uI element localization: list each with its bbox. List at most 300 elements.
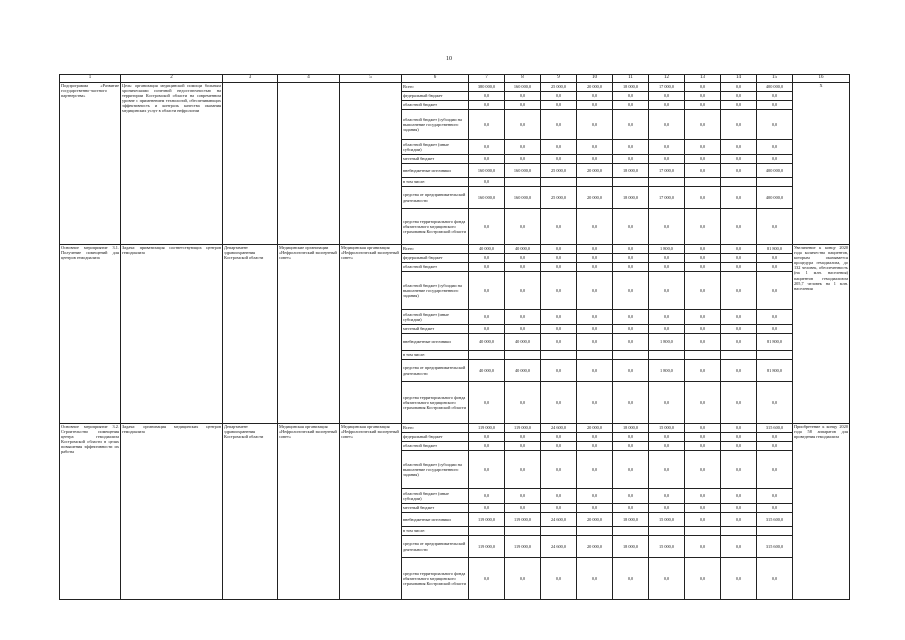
amount-cell: 1 800,0 — [649, 334, 685, 351]
amount-cell: 0,0 — [577, 504, 613, 513]
amount-cell: 0,0 — [541, 325, 577, 334]
funding-source-cell: средства территориального фонда обязательного медицинского страхования Костромской области — [402, 209, 469, 245]
amount-cell — [757, 178, 793, 187]
amount-cell: 0,0 — [721, 110, 757, 140]
amount-cell: 0,0 — [721, 334, 757, 351]
amount-cell: 0,0 — [721, 209, 757, 245]
amount-cell — [613, 178, 649, 187]
amount-cell: 0,0 — [469, 263, 505, 272]
amount-cell: 0,0 — [505, 254, 541, 263]
amount-cell: 160 000,0 — [469, 187, 505, 209]
amount-cell: 0,0 — [757, 101, 793, 110]
amount-cell: 0,0 — [685, 451, 721, 489]
funding-source-cell: внебюджетные источники — [402, 164, 469, 178]
amount-cell: 0,0 — [577, 558, 613, 600]
amount-cell — [469, 527, 505, 536]
amount-cell: 0,0 — [469, 92, 505, 101]
amount-cell: 0,0 — [613, 442, 649, 451]
amount-cell: 0,0 — [757, 209, 793, 245]
amount-cell: 0,0 — [613, 245, 649, 254]
amount-cell: 0,0 — [685, 110, 721, 140]
amount-cell: 119 000,0 — [505, 424, 541, 433]
participant-cell — [278, 83, 340, 245]
header-cell: 11 — [613, 75, 649, 83]
amount-cell: 0,0 — [541, 92, 577, 101]
table-row — [60, 245, 850, 254]
amount-cell — [541, 351, 577, 360]
amount-cell: 0,0 — [649, 325, 685, 334]
amount-cell: 0,0 — [685, 254, 721, 263]
header-cell: 7 — [469, 75, 505, 83]
amount-cell: 0,0 — [685, 92, 721, 101]
amount-cell: 0,0 — [685, 263, 721, 272]
amount-cell: 0,0 — [577, 92, 613, 101]
amount-cell — [577, 351, 613, 360]
funding-source-cell: местный бюджет — [402, 155, 469, 164]
header-cell: 9 — [541, 75, 577, 83]
amount-cell: 0,0 — [469, 209, 505, 245]
amount-cell: 0,0 — [577, 140, 613, 155]
amount-cell: 0,0 — [649, 110, 685, 140]
amount-cell: 119 000,0 — [505, 536, 541, 558]
amount-cell: 20 000,0 — [577, 513, 613, 527]
amount-cell: 20 000,0 — [577, 187, 613, 209]
amount-cell: 315 600,0 — [757, 424, 793, 433]
amount-cell: 1 800,0 — [649, 360, 685, 382]
amount-cell: 0,0 — [685, 325, 721, 334]
funding-source-cell: областной бюджет (субсидии на выполнение государственного задания) — [402, 272, 469, 310]
amount-cell: 0,0 — [577, 325, 613, 334]
amount-cell: 0,0 — [649, 101, 685, 110]
amount-cell: 0,0 — [505, 310, 541, 325]
amount-cell: 0,0 — [613, 155, 649, 164]
amount-cell: 0,0 — [757, 325, 793, 334]
funding-source-cell: в том числе: — [402, 527, 469, 536]
amount-cell: 40 000,0 — [505, 360, 541, 382]
amount-cell: 0,0 — [469, 178, 505, 187]
amount-cell: 160 000,0 — [505, 187, 541, 209]
amount-cell: 24 600,0 — [541, 424, 577, 433]
amount-cell: 0,0 — [505, 433, 541, 442]
amount-cell: 0,0 — [469, 504, 505, 513]
amount-cell: 0,0 — [721, 155, 757, 164]
funding-source-cell: областной бюджет — [402, 101, 469, 110]
amount-cell: 0,0 — [613, 360, 649, 382]
event-name-cell: Основное мероприятие 3.1. Получение помещений для центров гемодиализа — [60, 245, 121, 424]
amount-cell: 0,0 — [757, 140, 793, 155]
amount-cell: 0,0 — [685, 424, 721, 433]
result-indicator-cell: Х — [793, 83, 850, 245]
amount-cell: 0,0 — [613, 101, 649, 110]
amount-cell: 0,0 — [577, 101, 613, 110]
amount-cell: 40 000,0 — [469, 360, 505, 382]
amount-cell: 160 000,0 — [505, 164, 541, 178]
amount-cell: 0,0 — [685, 310, 721, 325]
funding-source-cell: в том числе: — [402, 178, 469, 187]
amount-cell: 0,0 — [757, 382, 793, 424]
amount-cell: 40 000,0 — [505, 334, 541, 351]
header-cell: 5 — [340, 75, 402, 83]
amount-cell — [757, 527, 793, 536]
amount-cell: 0,0 — [577, 334, 613, 351]
budget-table — [59, 74, 850, 600]
amount-cell: 0,0 — [721, 433, 757, 442]
executor-cell: Департамент здравоохранения Костромской области — [223, 245, 278, 424]
amount-cell — [685, 527, 721, 536]
amount-cell: 0,0 — [721, 558, 757, 600]
amount-cell: 0,0 — [685, 558, 721, 600]
header-cell: 15 — [757, 75, 793, 83]
amount-cell — [505, 178, 541, 187]
amount-cell: 0,0 — [505, 272, 541, 310]
funding-source-cell: Всего — [402, 245, 469, 254]
amount-cell: 0,0 — [721, 263, 757, 272]
amount-cell: 0,0 — [649, 263, 685, 272]
amount-cell: 0,0 — [649, 382, 685, 424]
amount-cell: 119 000,0 — [469, 513, 505, 527]
amount-cell: 17 000,0 — [649, 187, 685, 209]
amount-cell: 0,0 — [685, 272, 721, 310]
amount-cell: 0,0 — [541, 140, 577, 155]
amount-cell: 0,0 — [613, 451, 649, 489]
amount-cell: 400 000,0 — [757, 187, 793, 209]
amount-cell: 0,0 — [685, 504, 721, 513]
amount-cell: 0,0 — [541, 433, 577, 442]
amount-cell: 0,0 — [685, 513, 721, 527]
amount-cell: 0,0 — [649, 433, 685, 442]
amount-cell: 0,0 — [649, 451, 685, 489]
amount-cell: 0,0 — [721, 489, 757, 504]
amount-cell — [649, 527, 685, 536]
amount-cell: 0,0 — [685, 101, 721, 110]
amount-cell: 0,0 — [757, 110, 793, 140]
amount-cell: 0,0 — [649, 558, 685, 600]
amount-cell: 400 000,0 — [757, 164, 793, 178]
objective-cell: Задача: организация медицинских центров гемодиализа — [121, 424, 223, 600]
amount-cell: 0,0 — [505, 558, 541, 600]
amount-cell: 0,0 — [505, 442, 541, 451]
header-cell: 6 — [402, 75, 469, 83]
amount-cell: 0,0 — [505, 489, 541, 504]
amount-cell: 0,0 — [577, 245, 613, 254]
funding-source-cell: областной бюджет (иные субсидии) — [402, 489, 469, 504]
amount-cell: 0,0 — [685, 360, 721, 382]
amount-cell: 0,0 — [757, 442, 793, 451]
amount-cell: 0,0 — [685, 382, 721, 424]
page-number: 10 — [446, 56, 452, 62]
amount-cell: 0,0 — [721, 83, 757, 92]
amount-cell: 0,0 — [541, 382, 577, 424]
amount-cell: 0,0 — [685, 536, 721, 558]
amount-cell: 0,0 — [757, 254, 793, 263]
amount-cell: 1 800,0 — [649, 245, 685, 254]
amount-cell: 119 000,0 — [505, 513, 541, 527]
amount-cell: 0,0 — [541, 504, 577, 513]
amount-cell: 0,0 — [505, 140, 541, 155]
amount-cell: 0,0 — [685, 140, 721, 155]
header-cell: 12 — [649, 75, 685, 83]
objective-cell: Цель: организация медицинской помощи больным хроническими почечной недостаточностью на территории Костромской области на современном уровне с применением технологий, обеспечивающих эффективность и контроль качества оказания медицинских услуг в области нефрологии — [121, 83, 223, 245]
funding-source-cell: областной бюджет (субсидии на выполнение государственного задания) — [402, 110, 469, 140]
amount-cell: 0,0 — [541, 442, 577, 451]
result-indicator-cell: Приобретение к концу 2020 года 58 аппаратов для проведения гемодиализа — [793, 424, 850, 600]
amount-cell: 0,0 — [721, 424, 757, 433]
amount-cell: 0,0 — [721, 272, 757, 310]
amount-cell: 0,0 — [469, 254, 505, 263]
amount-cell — [505, 527, 541, 536]
amount-cell: 0,0 — [649, 92, 685, 101]
executor-cell: Департамент здравоохранения Костромской области — [223, 424, 278, 600]
amount-cell: 0,0 — [613, 325, 649, 334]
amount-cell: 0,0 — [685, 334, 721, 351]
amount-cell: 0,0 — [685, 164, 721, 178]
amount-cell: 0,0 — [721, 310, 757, 325]
event-name-cell: Подпрограмма «Развитие государственно-частного партнерства» — [60, 83, 121, 245]
amount-cell: 0,0 — [757, 155, 793, 164]
amount-cell: 0,0 — [685, 245, 721, 254]
amount-cell: 0,0 — [721, 92, 757, 101]
funding-source-cell: внебюджетные источники — [402, 513, 469, 527]
funding-source-cell: областной бюджет — [402, 442, 469, 451]
amount-cell: 0,0 — [577, 360, 613, 382]
amount-cell: 0,0 — [505, 451, 541, 489]
amount-cell: 0,0 — [613, 504, 649, 513]
amount-cell — [613, 527, 649, 536]
amount-cell — [649, 178, 685, 187]
amount-cell: 0,0 — [541, 110, 577, 140]
amount-cell: 0,0 — [613, 382, 649, 424]
amount-cell: 0,0 — [541, 272, 577, 310]
amount-cell: 0,0 — [577, 155, 613, 164]
funding-source-cell: Всего — [402, 424, 469, 433]
amount-cell: 0,0 — [541, 209, 577, 245]
amount-cell: 0,0 — [721, 254, 757, 263]
amount-cell: 0,0 — [505, 263, 541, 272]
header-cell: 13 — [685, 75, 721, 83]
amount-cell: 0,0 — [685, 83, 721, 92]
participant-cell: Медицинские организации «Нефрологический экспертный совет» — [278, 245, 340, 424]
co-executor-cell — [340, 83, 402, 245]
amount-cell: 0,0 — [613, 310, 649, 325]
amount-cell: 0,0 — [685, 489, 721, 504]
amount-cell: 0,0 — [469, 489, 505, 504]
amount-cell: 0,0 — [757, 310, 793, 325]
executor-cell — [223, 83, 278, 245]
amount-cell: 0,0 — [469, 140, 505, 155]
funding-source-cell: федеральный бюджет — [402, 254, 469, 263]
amount-cell: 0,0 — [685, 155, 721, 164]
amount-cell: 0,0 — [649, 504, 685, 513]
amount-cell: 119 000,0 — [469, 536, 505, 558]
amount-cell: 0,0 — [505, 325, 541, 334]
amount-cell: 0,0 — [721, 245, 757, 254]
table-row — [60, 424, 850, 433]
amount-cell: 0,0 — [469, 382, 505, 424]
amount-cell: 0,0 — [721, 360, 757, 382]
amount-cell: 0,0 — [541, 334, 577, 351]
amount-cell: 25 000,0 — [541, 83, 577, 92]
amount-cell — [649, 351, 685, 360]
amount-cell: 0,0 — [757, 489, 793, 504]
funding-source-cell: областной бюджет (субсидии на выполнение государственного задания) — [402, 451, 469, 489]
amount-cell: 40 000,0 — [505, 245, 541, 254]
amount-cell: 0,0 — [469, 310, 505, 325]
amount-cell: 0,0 — [721, 325, 757, 334]
amount-cell: 0,0 — [577, 110, 613, 140]
amount-cell: 0,0 — [757, 504, 793, 513]
amount-cell: 81 800,0 — [757, 334, 793, 351]
amount-cell: 0,0 — [721, 451, 757, 489]
amount-cell: 0,0 — [721, 504, 757, 513]
amount-cell: 81 800,0 — [757, 360, 793, 382]
amount-cell: 18 000,0 — [613, 536, 649, 558]
amount-cell: 17 000,0 — [649, 164, 685, 178]
amount-cell: 0,0 — [685, 442, 721, 451]
funding-source-cell: местный бюджет — [402, 504, 469, 513]
amount-cell — [685, 178, 721, 187]
amount-cell: 0,0 — [469, 110, 505, 140]
amount-cell: 0,0 — [685, 209, 721, 245]
co-executor-cell: Медицинская организация «Нефрологический экспертный совет» — [340, 245, 402, 424]
amount-cell — [757, 351, 793, 360]
amount-cell: 0,0 — [613, 558, 649, 600]
amount-cell: 15 000,0 — [649, 424, 685, 433]
amount-cell — [577, 178, 613, 187]
amount-cell: 0,0 — [577, 451, 613, 489]
amount-cell: 0,0 — [469, 155, 505, 164]
amount-cell: 0,0 — [721, 442, 757, 451]
amount-cell: 0,0 — [505, 382, 541, 424]
funding-source-cell: средства территориального фонда обязательного медицинского страхования Костромской области — [402, 558, 469, 600]
participant-cell: Медицинская организация «Нефрологический экспертный совет» — [278, 424, 340, 600]
amount-cell: 380 000,0 — [469, 83, 505, 92]
amount-cell: 24 600,0 — [541, 536, 577, 558]
funding-source-cell: областной бюджет (иные субсидии) — [402, 310, 469, 325]
amount-cell: 0,0 — [649, 310, 685, 325]
amount-cell: 20 000,0 — [577, 536, 613, 558]
amount-cell: 18 000,0 — [613, 187, 649, 209]
amount-cell — [721, 178, 757, 187]
amount-cell: 17 000,0 — [649, 83, 685, 92]
amount-cell: 0,0 — [649, 254, 685, 263]
amount-cell: 18 000,0 — [613, 164, 649, 178]
co-executor-cell: Медицинская организация «Нефрологический экспертный совет» — [340, 424, 402, 600]
amount-cell: 0,0 — [613, 140, 649, 155]
amount-cell: 18 000,0 — [613, 83, 649, 92]
amount-cell: 0,0 — [541, 558, 577, 600]
funding-source-cell: местный бюджет — [402, 325, 469, 334]
amount-cell: 0,0 — [613, 489, 649, 504]
amount-cell: 0,0 — [649, 442, 685, 451]
amount-cell: 0,0 — [505, 92, 541, 101]
amount-cell: 0,0 — [757, 433, 793, 442]
event-name-cell: Основное мероприятие 3.2. Строительство помещения центра гемодиализа Костромской области в целях повышения эффективности их работы — [60, 424, 121, 600]
amount-cell: 40 000,0 — [469, 245, 505, 254]
amount-cell: 0,0 — [541, 451, 577, 489]
amount-cell: 0,0 — [505, 110, 541, 140]
amount-cell: 0,0 — [577, 489, 613, 504]
amount-cell: 0,0 — [469, 325, 505, 334]
amount-cell: 0,0 — [541, 245, 577, 254]
amount-cell — [505, 351, 541, 360]
header-cell: 16 — [793, 75, 850, 83]
amount-cell: 0,0 — [541, 310, 577, 325]
amount-cell: 0,0 — [757, 451, 793, 489]
amount-cell: 0,0 — [613, 92, 649, 101]
amount-cell: 0,0 — [721, 513, 757, 527]
amount-cell: 0,0 — [721, 164, 757, 178]
amount-cell: 0,0 — [469, 101, 505, 110]
amount-cell: 0,0 — [613, 263, 649, 272]
result-indicator-cell: Увеличение к концу 2020 года количества пациентов, которым оказывается процедура гемодиализа, до 132 человек, обеспеченность (на 1 млн. населения) пациентов гемодиализом 205,7 человек на 1 млн. населения — [793, 245, 850, 424]
amount-cell: 119 000,0 — [469, 424, 505, 433]
amount-cell: 0,0 — [577, 442, 613, 451]
amount-cell: 25 000,0 — [541, 187, 577, 209]
amount-cell: 0,0 — [577, 263, 613, 272]
header-cell: 4 — [278, 75, 340, 83]
amount-cell — [541, 527, 577, 536]
amount-cell — [721, 527, 757, 536]
funding-source-cell: федеральный бюджет — [402, 433, 469, 442]
amount-cell: 160 000,0 — [505, 83, 541, 92]
amount-cell: 0,0 — [541, 155, 577, 164]
funding-source-cell: Всего — [402, 83, 469, 92]
amount-cell: 0,0 — [577, 433, 613, 442]
funding-source-cell: в том числе: — [402, 351, 469, 360]
amount-cell: 25 000,0 — [541, 164, 577, 178]
amount-cell: 0,0 — [541, 489, 577, 504]
amount-cell: 0,0 — [613, 209, 649, 245]
amount-cell: 0,0 — [757, 92, 793, 101]
amount-cell: 0,0 — [505, 209, 541, 245]
amount-cell: 0,0 — [469, 272, 505, 310]
amount-cell: 315 600,0 — [757, 513, 793, 527]
amount-cell: 81 800,0 — [757, 245, 793, 254]
amount-cell — [541, 178, 577, 187]
funding-source-cell: средства от предпринимательской деятельности — [402, 536, 469, 558]
amount-cell: 0,0 — [577, 310, 613, 325]
amount-cell: 0,0 — [685, 187, 721, 209]
amount-cell: 18 000,0 — [613, 513, 649, 527]
amount-cell: 0,0 — [541, 263, 577, 272]
amount-cell: 0,0 — [649, 155, 685, 164]
amount-cell: 0,0 — [541, 254, 577, 263]
amount-cell: 0,0 — [469, 442, 505, 451]
table-row — [60, 83, 850, 92]
amount-cell: 0,0 — [757, 263, 793, 272]
amount-cell: 0,0 — [469, 558, 505, 600]
amount-cell: 0,0 — [613, 254, 649, 263]
amount-cell: 0,0 — [649, 209, 685, 245]
amount-cell: 0,0 — [613, 272, 649, 310]
amount-cell: 40 000,0 — [469, 334, 505, 351]
amount-cell: 0,0 — [649, 489, 685, 504]
amount-cell: 0,0 — [721, 536, 757, 558]
amount-cell: 0,0 — [577, 254, 613, 263]
amount-cell: 0,0 — [685, 433, 721, 442]
amount-cell: 20 000,0 — [577, 83, 613, 92]
amount-cell: 24 600,0 — [541, 513, 577, 527]
amount-cell — [469, 351, 505, 360]
funding-source-cell: средства территориального фонда обязательного медицинского страхования Костромской области — [402, 382, 469, 424]
objective-cell: Задача: приватизация соответствующих центров гемодиализа — [121, 245, 223, 424]
amount-cell: 0,0 — [649, 272, 685, 310]
amount-cell: 160 000,0 — [469, 164, 505, 178]
amount-cell: 0,0 — [577, 382, 613, 424]
amount-cell: 0,0 — [505, 504, 541, 513]
amount-cell: 0,0 — [649, 140, 685, 155]
amount-cell: 0,0 — [469, 451, 505, 489]
